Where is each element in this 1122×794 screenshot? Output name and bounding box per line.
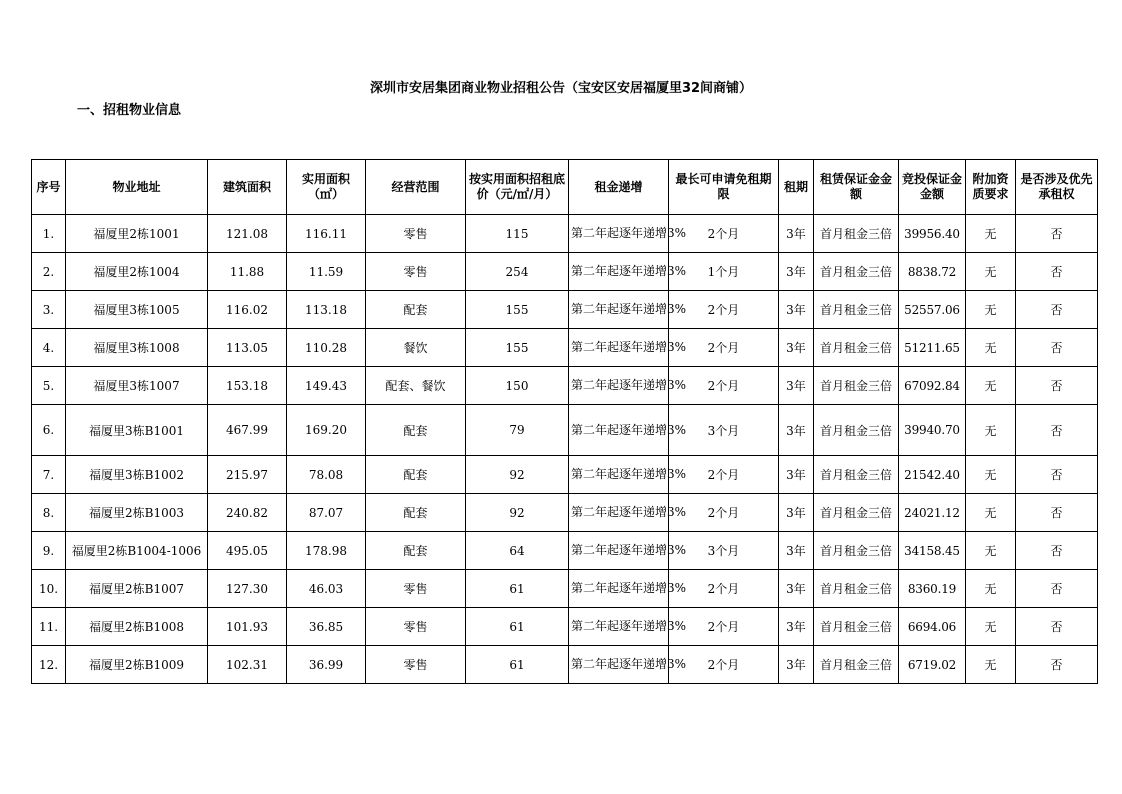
row-base-price: 155 xyxy=(466,291,569,329)
table-header-row xyxy=(32,160,1098,215)
row-increase: 第二年起逐年递增3% xyxy=(569,494,669,532)
row-free-period: 2个月 xyxy=(669,215,779,253)
row-free-period: 2个月 xyxy=(669,608,779,646)
row-increase: 第二年起逐年递增3% xyxy=(569,456,669,494)
row-scope: 配套 xyxy=(366,405,466,456)
row-base-price: 115 xyxy=(466,215,569,253)
row-lease-deposit: 首月租金三倍 xyxy=(814,646,899,684)
table-row xyxy=(32,291,1098,329)
row-no: 11. xyxy=(32,608,66,646)
row-lease-deposit: 首月租金三倍 xyxy=(814,456,899,494)
property-table xyxy=(31,159,1098,684)
row-lease-deposit: 首月租金三倍 xyxy=(814,329,899,367)
row-address: 福厦里2栋B1007 xyxy=(66,570,208,608)
header-scope: 经营范围 xyxy=(366,160,466,215)
row-bid-deposit: 39940.70 xyxy=(899,405,966,456)
row-priority: 否 xyxy=(1016,456,1098,494)
row-lease-deposit: 首月租金三倍 xyxy=(814,494,899,532)
row-scope: 零售 xyxy=(366,253,466,291)
row-build-area: 153.18 xyxy=(208,367,287,405)
row-base-price: 61 xyxy=(466,570,569,608)
row-bid-deposit: 24021.12 xyxy=(899,494,966,532)
row-extra-req: 无 xyxy=(966,253,1016,291)
table-row xyxy=(32,532,1098,570)
row-extra-req: 无 xyxy=(966,405,1016,456)
header-bid-deposit: 竞投保证金金额 xyxy=(899,160,966,215)
row-base-price: 92 xyxy=(466,456,569,494)
row-scope: 配套 xyxy=(366,456,466,494)
row-build-area: 113.05 xyxy=(208,329,287,367)
row-free-period: 2个月 xyxy=(669,494,779,532)
row-bid-deposit: 67092.84 xyxy=(899,367,966,405)
row-address: 福厦里2栋B1008 xyxy=(66,608,208,646)
row-no: 6. xyxy=(32,405,66,456)
row-no: 1. xyxy=(32,215,66,253)
table-row xyxy=(32,329,1098,367)
row-term: 3年 xyxy=(779,608,814,646)
row-address: 福厦里3栋1008 xyxy=(66,329,208,367)
row-increase: 第二年起逐年递增3% xyxy=(569,215,669,253)
header-extra-req: 附加资质要求 xyxy=(966,160,1016,215)
table-row xyxy=(32,215,1098,253)
row-no: 4. xyxy=(32,329,66,367)
row-no: 12. xyxy=(32,646,66,684)
row-free-period: 2个月 xyxy=(669,367,779,405)
row-address: 福厦里2栋B1004-1006 xyxy=(66,532,208,570)
row-build-area: 467.99 xyxy=(208,405,287,456)
row-priority: 否 xyxy=(1016,570,1098,608)
row-usable-area: 87.07 xyxy=(287,494,366,532)
row-increase: 第二年起逐年递增3% xyxy=(569,329,669,367)
row-build-area: 11.88 xyxy=(208,253,287,291)
row-increase: 第二年起逐年递增3% xyxy=(569,608,669,646)
row-free-period: 3个月 xyxy=(669,405,779,456)
row-increase: 第二年起逐年递增3% xyxy=(569,253,669,291)
row-address: 福厦里2栋1001 xyxy=(66,215,208,253)
row-base-price: 150 xyxy=(466,367,569,405)
row-build-area: 240.82 xyxy=(208,494,287,532)
row-base-price: 92 xyxy=(466,494,569,532)
header-increase: 租金递增 xyxy=(569,160,669,215)
section-heading: 一、招租物业信息 xyxy=(77,103,182,118)
row-usable-area: 46.03 xyxy=(287,570,366,608)
row-term: 3年 xyxy=(779,405,814,456)
row-base-price: 155 xyxy=(466,329,569,367)
row-usable-area: 149.43 xyxy=(287,367,366,405)
row-scope: 餐饮 xyxy=(366,329,466,367)
row-bid-deposit: 6719.02 xyxy=(899,646,966,684)
row-usable-area: 78.08 xyxy=(287,456,366,494)
row-build-area: 121.08 xyxy=(208,215,287,253)
row-usable-area: 11.59 xyxy=(287,253,366,291)
row-lease-deposit: 首月租金三倍 xyxy=(814,367,899,405)
row-no: 8. xyxy=(32,494,66,532)
row-base-price: 61 xyxy=(466,646,569,684)
table-row xyxy=(32,646,1098,684)
row-increase: 第二年起逐年递增3% xyxy=(569,291,669,329)
row-lease-deposit: 首月租金三倍 xyxy=(814,570,899,608)
row-address: 福厦里3栋1007 xyxy=(66,367,208,405)
row-term: 3年 xyxy=(779,253,814,291)
row-term: 3年 xyxy=(779,215,814,253)
row-term: 3年 xyxy=(779,494,814,532)
table-row xyxy=(32,367,1098,405)
row-no: 2. xyxy=(32,253,66,291)
row-extra-req: 无 xyxy=(966,456,1016,494)
row-increase: 第二年起逐年递增3% xyxy=(569,570,669,608)
row-extra-req: 无 xyxy=(966,329,1016,367)
row-bid-deposit: 34158.45 xyxy=(899,532,966,570)
row-extra-req: 无 xyxy=(966,215,1016,253)
header-lease-deposit: 租赁保证金金额 xyxy=(814,160,899,215)
row-build-area: 495.05 xyxy=(208,532,287,570)
table-row xyxy=(32,253,1098,291)
row-bid-deposit: 8360.19 xyxy=(899,570,966,608)
row-scope: 配套 xyxy=(366,494,466,532)
row-no: 3. xyxy=(32,291,66,329)
row-increase: 第二年起逐年递增3% xyxy=(569,532,669,570)
row-extra-req: 无 xyxy=(966,646,1016,684)
row-build-area: 215.97 xyxy=(208,456,287,494)
row-extra-req: 无 xyxy=(966,291,1016,329)
row-usable-area: 169.20 xyxy=(287,405,366,456)
row-increase: 第二年起逐年递增3% xyxy=(569,405,669,456)
row-free-period: 3个月 xyxy=(669,532,779,570)
header-priority: 是否涉及优先承租权 xyxy=(1016,160,1098,215)
row-free-period: 1个月 xyxy=(669,253,779,291)
row-address: 福厦里3栋1005 xyxy=(66,291,208,329)
row-lease-deposit: 首月租金三倍 xyxy=(814,608,899,646)
row-term: 3年 xyxy=(779,367,814,405)
row-usable-area: 113.18 xyxy=(287,291,366,329)
row-usable-area: 110.28 xyxy=(287,329,366,367)
row-scope: 零售 xyxy=(366,646,466,684)
row-free-period: 2个月 xyxy=(669,456,779,494)
row-base-price: 254 xyxy=(466,253,569,291)
row-base-price: 64 xyxy=(466,532,569,570)
row-extra-req: 无 xyxy=(966,494,1016,532)
row-address: 福厦里3栋B1002 xyxy=(66,456,208,494)
row-no: 10. xyxy=(32,570,66,608)
table-row xyxy=(32,405,1098,456)
row-term: 3年 xyxy=(779,291,814,329)
row-lease-deposit: 首月租金三倍 xyxy=(814,532,899,570)
row-usable-area: 36.85 xyxy=(287,608,366,646)
row-address: 福厦里3栋B1001 xyxy=(66,405,208,456)
row-no: 7. xyxy=(32,456,66,494)
header-address: 物业地址 xyxy=(66,160,208,215)
row-priority: 否 xyxy=(1016,291,1098,329)
row-priority: 否 xyxy=(1016,329,1098,367)
row-priority: 否 xyxy=(1016,494,1098,532)
row-scope: 零售 xyxy=(366,608,466,646)
row-scope: 配套 xyxy=(366,291,466,329)
row-lease-deposit: 首月租金三倍 xyxy=(814,215,899,253)
row-extra-req: 无 xyxy=(966,608,1016,646)
row-term: 3年 xyxy=(779,646,814,684)
row-priority: 否 xyxy=(1016,367,1098,405)
table-row xyxy=(32,570,1098,608)
table-row xyxy=(32,608,1098,646)
row-base-price: 61 xyxy=(466,608,569,646)
row-extra-req: 无 xyxy=(966,367,1016,405)
row-lease-deposit: 首月租金三倍 xyxy=(814,253,899,291)
row-term: 3年 xyxy=(779,329,814,367)
row-priority: 否 xyxy=(1016,532,1098,570)
row-bid-deposit: 51211.65 xyxy=(899,329,966,367)
row-bid-deposit: 6694.06 xyxy=(899,608,966,646)
row-free-period: 2个月 xyxy=(669,646,779,684)
row-priority: 否 xyxy=(1016,608,1098,646)
row-priority: 否 xyxy=(1016,215,1098,253)
row-build-area: 101.93 xyxy=(208,608,287,646)
row-term: 3年 xyxy=(779,570,814,608)
row-lease-deposit: 首月租金三倍 xyxy=(814,291,899,329)
row-usable-area: 116.11 xyxy=(287,215,366,253)
row-address: 福厦里2栋B1009 xyxy=(66,646,208,684)
document-title: 深圳市安居集团商业物业招租公告（宝安区安居福厦里32间商铺） xyxy=(369,81,753,96)
table-row xyxy=(32,494,1098,532)
table-body xyxy=(32,215,1098,684)
row-increase: 第二年起逐年递增3% xyxy=(569,646,669,684)
row-priority: 否 xyxy=(1016,253,1098,291)
row-usable-area: 36.99 xyxy=(287,646,366,684)
row-no: 9. xyxy=(32,532,66,570)
row-term: 3年 xyxy=(779,456,814,494)
row-free-period: 2个月 xyxy=(669,329,779,367)
row-build-area: 127.30 xyxy=(208,570,287,608)
header-build-area: 建筑面积 xyxy=(208,160,287,215)
row-base-price: 79 xyxy=(466,405,569,456)
row-scope: 零售 xyxy=(366,215,466,253)
row-scope: 配套 xyxy=(366,532,466,570)
row-bid-deposit: 21542.40 xyxy=(899,456,966,494)
header-term: 租期 xyxy=(779,160,814,215)
row-address: 福厦里2栋B1003 xyxy=(66,494,208,532)
row-term: 3年 xyxy=(779,532,814,570)
row-build-area: 102.31 xyxy=(208,646,287,684)
row-bid-deposit: 39956.40 xyxy=(899,215,966,253)
row-extra-req: 无 xyxy=(966,570,1016,608)
row-scope: 零售 xyxy=(366,570,466,608)
row-extra-req: 无 xyxy=(966,532,1016,570)
row-usable-area: 178.98 xyxy=(287,532,366,570)
row-free-period: 2个月 xyxy=(669,291,779,329)
row-no: 5. xyxy=(32,367,66,405)
header-base-price: 按实用面积招租底价（元/㎡/月） xyxy=(466,160,569,215)
row-build-area: 116.02 xyxy=(208,291,287,329)
row-increase: 第二年起逐年递增3% xyxy=(569,367,669,405)
header-usable-area: 实用面积（㎡） xyxy=(287,160,366,215)
row-priority: 否 xyxy=(1016,646,1098,684)
row-priority: 否 xyxy=(1016,405,1098,456)
row-address: 福厦里2栋1004 xyxy=(66,253,208,291)
header-no: 序号 xyxy=(32,160,66,215)
row-scope: 配套、餐饮 xyxy=(366,367,466,405)
row-bid-deposit: 8838.72 xyxy=(899,253,966,291)
table-row xyxy=(32,456,1098,494)
row-lease-deposit: 首月租金三倍 xyxy=(814,405,899,456)
header-free-period: 最长可申请免租期限 xyxy=(669,160,779,215)
row-free-period: 2个月 xyxy=(669,570,779,608)
row-bid-deposit: 52557.06 xyxy=(899,291,966,329)
